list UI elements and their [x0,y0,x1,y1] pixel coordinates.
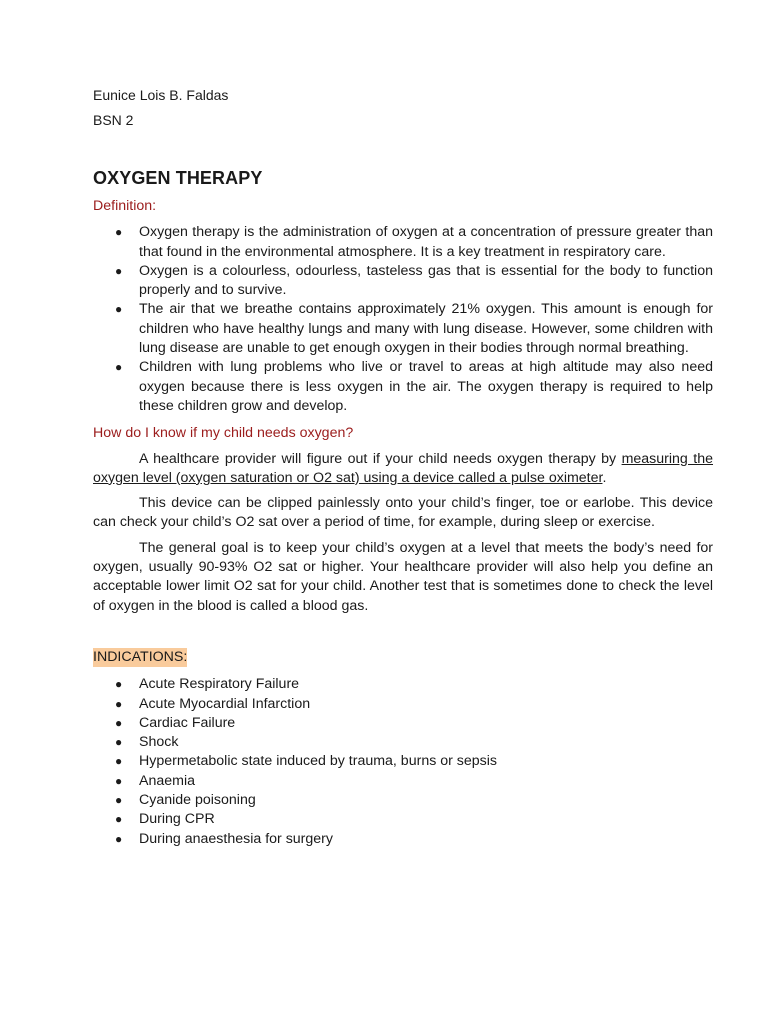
list-item [93,358,713,416]
bullet-icon: ● [115,754,123,769]
course-label: BSN 2 [93,112,134,128]
list-item-text: Cyanide poisoning [139,792,256,809]
list-item [93,695,713,714]
list-item [93,300,713,358]
paragraph-pulse-oximeter [93,450,713,489]
list-item [93,675,713,694]
list-item-text: Oxygen is a colourless, odourless, tasteless gas that is essential for the body to function properly and to survive. [139,262,713,299]
bullet-icon: ● [115,831,123,846]
list-item [93,733,713,752]
list-item [93,223,713,262]
list-item-text: Acute Myocardial Infarction [139,695,311,712]
underlined-text: measuring the oxygen level (oxygen saturation or O2 sat) using a device called a pulse oximeter [93,450,713,486]
list-item-text: Oxygen therapy is the administration of oxygen at a concentration of pressure greater than that found in the environmental atmosphere. It is a key treatment in respiratory care. [139,224,713,260]
bullet-icon: ● [115,793,123,808]
paragraph-text: . [602,469,607,486]
bullet-icon: ● [115,677,123,692]
list-item-text: Shock [139,734,179,751]
indications-list [93,675,713,849]
list-item-text: Children with lung problems who live or travel to areas at high altitude may also need oxygen because there is less oxygen in the air. The oxygen therapy is required to help these children grow and develop. [139,359,713,414]
list-item [93,772,713,791]
definition-heading: Definition: [93,198,157,214]
list-item-text: Acute Respiratory Failure [139,676,300,693]
list-item-text: Cardiac Failure [139,714,236,731]
bullet-icon: ● [115,225,123,240]
bullet-icon: ● [115,735,123,750]
list-item [93,752,713,771]
paragraph-goal: The general goal is to keep your child’s oxygen at a level that meets the body’s need for oxygen, usually 90-93% O2 sat or higher. Your healthcare provider will also help you define an acceptable lower limit O2 sat for your child. Another test that is sometimes done to check the level of oxygen in the blood is called a blood gas. [93,539,713,614]
bullet-icon: ● [115,715,123,730]
indications-heading: INDICATIONS: [93,648,187,667]
bullet-icon: ● [115,773,123,788]
author-name: Eunice Lois B. Faldas [93,87,229,103]
list-item [93,830,713,849]
list-item [93,810,713,829]
list-item-text: The air that we breathe contains approximately 21% oxygen. This amount is enough for children who have healthy lungs and many with lung disease. However, some children with lung disease are unable to get enough oxygen in their bodies through normal breathing. [139,301,713,357]
list-item-text: During CPR [139,811,215,828]
definition-list [93,223,713,416]
document-title: OXYGEN THERAPY [93,168,263,188]
list-item [93,262,713,301]
bullet-icon: ● [115,263,123,278]
list-item [93,714,713,733]
list-item-text: Hypermetabolic state induced by trauma, burns or sepsis [139,753,498,770]
list-item-text: Anaemia [139,772,195,789]
question-heading: How do I know if my child needs oxygen? [93,425,354,442]
bullet-icon: ● [115,360,123,375]
bullet-icon: ● [115,696,123,711]
bullet-icon: ● [115,812,123,827]
list-item [93,791,713,810]
bullet-icon: ● [115,302,123,317]
paragraph-device: This device can be clipped painlessly onto your child’s finger, toe or earlobe. This device can check your child’s O2 sat over a period of time, for example, during sleep or exercise. [93,495,713,531]
list-item-text: During anaesthesia for surgery [139,830,333,847]
paragraph-text: A healthcare provider will figure out if your child needs oxygen therapy by [139,450,622,467]
document-body [93,86,713,849]
